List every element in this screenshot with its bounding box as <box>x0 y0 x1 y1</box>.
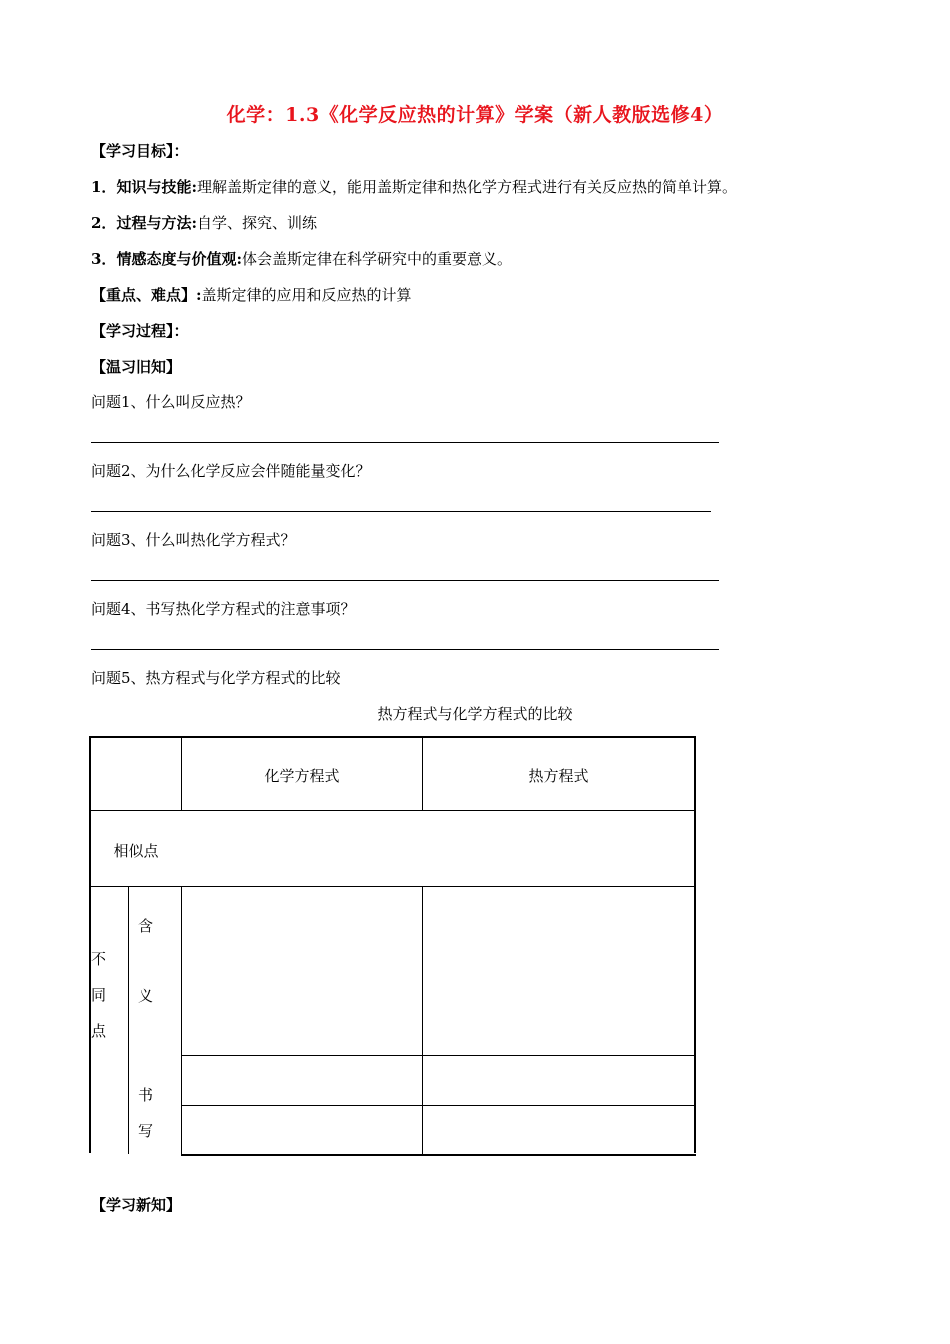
answer-line-2[interactable] <box>91 511 711 512</box>
answer-line-1[interactable] <box>91 442 719 443</box>
row-label-diff-2: 同 <box>91 986 107 1004</box>
key-points-label: 【重点、难点】: <box>91 286 202 304</box>
sub-label-meaning-1: 含 <box>138 917 154 935</box>
col-header-chemical-equation: 化学方程式 <box>264 767 340 785</box>
table-caption: 热方程式与化学方程式的比较 <box>377 705 573 723</box>
table-col-rule-b <box>181 886 182 1154</box>
question-3: 问题3、什么叫热化学方程式？ <box>91 531 296 549</box>
objective-label: 知识与技能: <box>116 178 197 196</box>
question-1: 问题1、什么叫反应热？ <box>91 393 251 411</box>
table-mid-rule-b <box>422 886 423 1154</box>
sub-label-writing-1: 书 <box>138 1086 154 1104</box>
objective-num: 2． <box>91 214 117 232</box>
objectives-heading: 【学习目标】： <box>91 142 189 160</box>
row-label-diff-1: 不 <box>91 950 107 968</box>
row-label-similar: 相似点 <box>113 842 159 860</box>
review-heading: 【温习旧知】 <box>91 358 182 376</box>
process-heading: 【学习过程】： <box>91 322 189 340</box>
objective-item-1 <box>91 176 737 197</box>
table-writing-rule <box>181 1105 696 1106</box>
col-header-thermo-equation: 热方程式 <box>528 767 589 785</box>
objective-num: 3． <box>91 250 117 268</box>
table-border-left <box>89 736 91 1153</box>
objective-text: 理解盖斯定律的意义，能用盖斯定律和热化学方程式进行有关反应热的简单计算。 <box>196 178 737 196</box>
objective-label: 过程与方法: <box>116 214 197 232</box>
question-5: 问题5、热方程式与化学方程式的比较 <box>91 669 341 687</box>
objective-label: 情感态度与价值观: <box>116 250 242 268</box>
question-4: 问题4、书写热化学方程式的注意事项？ <box>91 600 356 618</box>
objective-num: 1． <box>91 178 117 196</box>
objective-text: 体会盖斯定律在科学研究中的重要意义。 <box>241 250 512 268</box>
row-label-diff-3: 点 <box>91 1022 107 1040</box>
sub-label-meaning-2: 义 <box>138 987 154 1005</box>
new-knowledge-heading: 【学习新知】 <box>91 1196 182 1214</box>
table-sub-rule <box>128 886 129 1154</box>
page-title: 化学：1.3《化学反应热的计算》学案（新人教版选修4） <box>226 104 724 126</box>
table-meaning-rule <box>181 1055 696 1056</box>
question-2: 问题2、为什么化学反应会伴随能量变化？ <box>91 462 371 480</box>
table-border-bottom <box>181 1154 696 1156</box>
key-points-text: 盖斯定律的应用和反应热的计算 <box>201 286 412 304</box>
answer-line-3[interactable] <box>91 580 719 581</box>
key-points <box>91 284 412 305</box>
table-border-right <box>694 736 696 1153</box>
objective-item-2 <box>91 212 317 233</box>
objective-text: 自学、探究、训练 <box>196 214 317 232</box>
answer-line-4[interactable] <box>91 649 719 650</box>
sub-label-writing-2: 写 <box>138 1122 154 1140</box>
objective-item-3 <box>91 248 512 269</box>
